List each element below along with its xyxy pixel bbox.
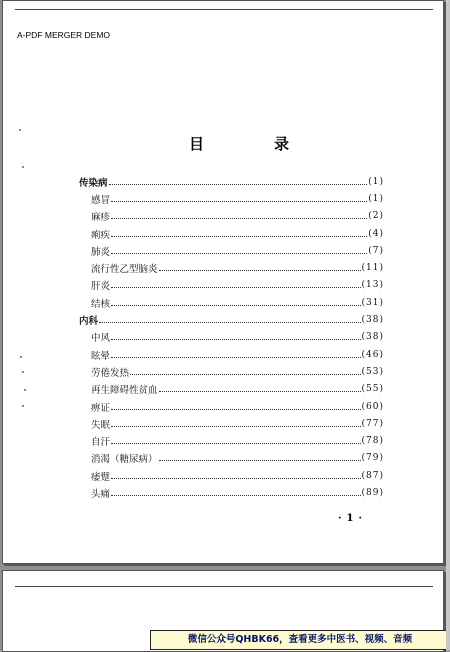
toc-entry [79, 225, 384, 242]
toc-leader-dots [111, 252, 367, 254]
toc-entry [79, 484, 384, 501]
toc-label: 传染病 [79, 177, 108, 189]
toc-page: (77) [361, 418, 384, 429]
toc-entry [79, 208, 384, 225]
toc-page: (1) [368, 193, 384, 204]
toc-page: (53) [361, 366, 384, 377]
toc-leader-dots [111, 235, 367, 237]
toc-label: 自汗 [91, 437, 111, 449]
toc-page: (78) [361, 436, 384, 447]
toc-label: 麻疹 [91, 212, 111, 224]
toc-leader-dots [111, 442, 361, 444]
table-of-contents [79, 173, 384, 502]
toc-label: 消渴（糖尿病） [91, 454, 158, 466]
toc-page: (2) [368, 211, 384, 222]
pdf-page-1 [2, 0, 444, 564]
toc-page: (7) [368, 245, 384, 256]
header-rule [15, 586, 433, 587]
toc-leader-dots [111, 494, 361, 496]
toc-label: 肺炎 [91, 246, 111, 258]
toc-leader-dots [111, 356, 361, 358]
toc-leader-dots [159, 269, 361, 271]
toc-entry [79, 363, 384, 380]
toc-label: 劳倦发热 [91, 367, 130, 379]
toc-label: 流行性乙型脑炎 [91, 264, 158, 276]
toc-label: 感冒 [91, 194, 111, 206]
toc-page: (60) [361, 401, 384, 412]
toc-label: 再生障碍性贫血 [91, 385, 158, 397]
toc-label: 中风 [91, 333, 111, 345]
toc-page: (13) [361, 280, 384, 291]
toc-leader-dots [111, 338, 361, 340]
scan-speck [22, 405, 24, 407]
toc-label: 失眠 [91, 419, 111, 431]
toc-leader-dots [111, 408, 361, 410]
toc-leader-dots [111, 200, 367, 202]
page-title [189, 133, 289, 154]
toc-entry [79, 346, 384, 363]
title-char: 录 [273, 135, 289, 153]
toc-leader-dots [111, 217, 367, 219]
toc-page: (55) [361, 384, 384, 395]
toc-entry [79, 398, 384, 415]
toc-page: (4) [368, 228, 384, 239]
toc-page: (31) [361, 297, 384, 308]
toc-entry [79, 311, 384, 328]
promo-banner: 微信公众号QHBK66，查看更多中医书、视频、音频 [150, 630, 450, 650]
toc-leader-dots [111, 304, 361, 306]
scrollbar[interactable] [446, 0, 450, 650]
toc-entry [79, 467, 384, 484]
toc-entry [79, 381, 384, 398]
title-char: 目 [189, 135, 205, 153]
watermark-text: A-PDF MERGER DEMO [17, 30, 111, 40]
toc-entry [79, 294, 384, 311]
toc-leader-dots [130, 373, 361, 375]
toc-leader-dots [111, 286, 361, 288]
toc-label: 内科 [79, 316, 99, 328]
toc-page: (38) [361, 332, 384, 343]
toc-label: 眩晕 [91, 350, 111, 362]
toc-leader-dots [111, 425, 361, 427]
scan-speck [19, 129, 21, 131]
toc-entry [79, 259, 384, 276]
toc-page: (46) [361, 349, 384, 360]
toc-label: 结核 [91, 298, 111, 310]
toc-page: (79) [361, 453, 384, 464]
toc-leader-dots [109, 183, 368, 185]
toc-entry [79, 242, 384, 259]
toc-entry [79, 277, 384, 294]
toc-page: (87) [361, 470, 384, 481]
scan-speck [22, 166, 24, 168]
toc-label: 头痛 [91, 488, 111, 500]
toc-page: (38) [361, 315, 384, 326]
toc-entry [79, 450, 384, 467]
toc-leader-dots [99, 321, 361, 323]
toc-label: 痿躄 [91, 471, 111, 483]
toc-leader-dots [111, 477, 361, 479]
toc-leader-dots [159, 390, 361, 392]
toc-entry [79, 415, 384, 432]
toc-entry [79, 190, 384, 207]
toc-label: 痹证 [91, 402, 111, 414]
header-rule [15, 9, 433, 10]
toc-entry [79, 173, 384, 190]
scan-speck [20, 356, 22, 358]
toc-page: (1) [368, 176, 384, 187]
toc-entry [79, 329, 384, 346]
toc-entry [79, 432, 384, 449]
toc-page: (89) [361, 487, 384, 498]
toc-label: 肝炎 [91, 281, 111, 293]
toc-page: (11) [361, 263, 384, 274]
toc-leader-dots [159, 459, 361, 461]
page-number: ·1· [338, 513, 367, 524]
scan-speck [24, 389, 26, 391]
scan-speck [22, 371, 24, 373]
toc-label: 痢疾 [91, 229, 111, 241]
